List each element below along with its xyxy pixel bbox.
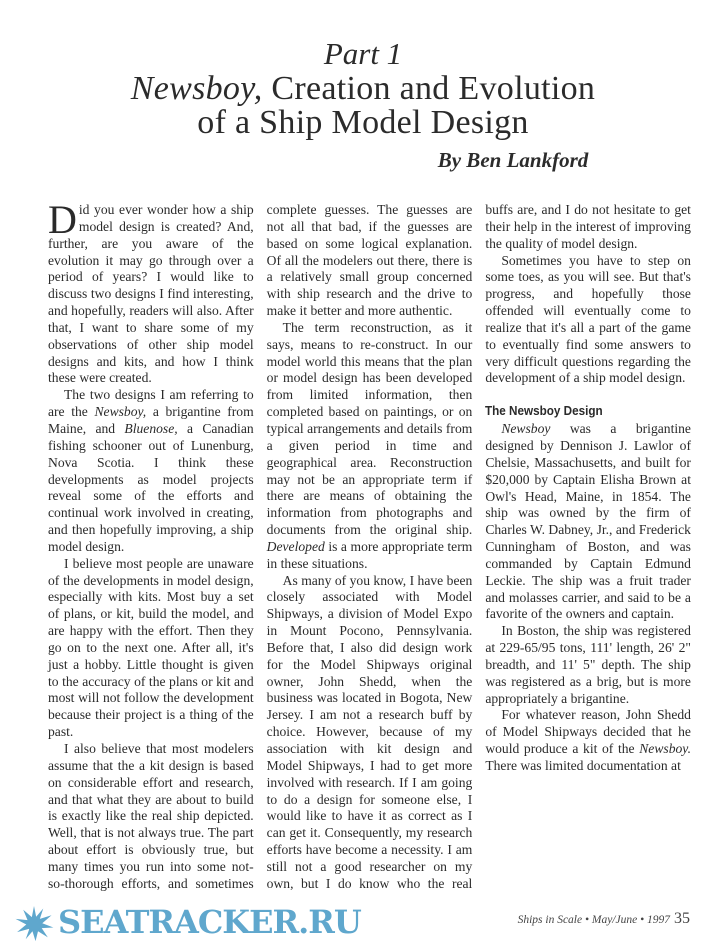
watermark-text: SEATRACKER.RU (58, 903, 361, 941)
text: For whatever reason, John Shedd of Model Shipways decided that he would produce a kit of the (485, 707, 691, 757)
publication-info: Ships in Scale • May/June • 1997 (517, 914, 670, 926)
ship-name: Bluenose, (124, 420, 178, 436)
text: was a brigantine designed by Dennison J. Lawlor of Chelsie, Massachusetts, and built for $20,000 by Captain Elisha Brown at Owl's Head, Maine, in 1854. The ship was owned by the firm of Charles W. Dabney, Jr., and Frederick Cunningham of Boston, and was commanded by Captain Edmund Leckie. The ship was a fruit trader and molasses carrier, and said to be a favorite of the owners and captain. (485, 421, 691, 622)
page-number: 35 (674, 910, 690, 927)
drop-cap: D (48, 197, 77, 242)
paragraph (48, 387, 254, 555)
text: a brigantine from Maine, and (48, 404, 254, 436)
article-title-line-1 (0, 70, 726, 108)
text: a Canadian fishing schooner out of Lunenburg, Nova Scotia. I think these developments as model projects reveal some of the efforts and continual work involved in creating, and then hopefully improving, a ship model design. (48, 420, 254, 554)
paragraph: I believe most people are unaware of the developments in model design, especially with kits. Most buy a set of plans, or kit, build the model, and are happy with the effort. Then they go on to the next one. After all, it's just a hobby. Little thought is given to the accuracy of the plans or kit and most will not follow the development because their project is a thing of the past. (48, 555, 254, 740)
paragraph (485, 707, 691, 774)
article-body (48, 197, 691, 899)
paragraph (267, 320, 473, 573)
article-title-line-2: of a Ship Model Design (197, 104, 529, 141)
paragraph: As many of you know, I have been closely associated with Model Shipways, a division of Model Expo in Mount Pocono, Pennsylvania. Before that, I also did design work for the Model Shipways original owner, John Shedd, when the business was located in Bogota, New Jersey. I am not a research buff by choice. However, because of my association with kit design and Model Shipways, I had to get more involved with research. If I am going to do a design for someone else, I would like to have it as correct as I can get it. Consequently, my research efforts have become a necessity. I am still not a good researcher on my own, but I do know who the real buffs are, and I do not hesitate to get their help in the interest of improving the quality of model design. (266, 202, 691, 891)
byline: By Ben Lankford (437, 148, 589, 172)
paragraph: In Boston, the ship was registered at 229-65/95 tons, 111' length, 26' 2" breadth, and 11' 5" depth. The ship was registered as a brig, but is more appropriately a brigantine. (485, 623, 691, 706)
title-rest: Creation and Evolution (262, 70, 596, 107)
page-footer (518, 910, 690, 928)
paragraph (485, 421, 691, 623)
paragraph (48, 197, 254, 387)
ship-name: Newsboy (501, 421, 551, 437)
paragraph: I also believe that most modelers assume that the a kit design is based on considerable effort and research, and that what they are about to build is exactly like the real ship depicted. Well, that is not always true. The part about effort is obviously true, but many times you run into some not-so-thorough efforts, and sometimes complete guesses. The guesses are not all that bad, if the guesses are based on some logical explanation. Of all the modelers out there, there is a relatively small group concerned with ship research and the drive to make it better and more authentic. (48, 202, 473, 891)
text: is a more appropriate term in these situations. (266, 538, 473, 571)
ship-name: Newsboy. (639, 741, 691, 757)
text: There was limited documentation at (485, 758, 681, 773)
sun-icon (14, 902, 54, 942)
paragraph-text: id you ever wonder how a ship model design is created? And, further, are you aware of the evolution it may go through over a period of years? I would like to discuss two designs I find interesting, and hopefully, readers will also. After that, I want to share some of my observations of other ship model designs and kits, and how I think these were created. (48, 202, 254, 386)
section-heading: The Newsboy Design (485, 403, 603, 419)
ship-name: Newsboy, (94, 404, 147, 420)
title-ship-name: Newsboy, (130, 70, 263, 107)
text: The term reconstruction, as it says, means to re-construct. In our model world this means that the plan or model design has been developed from limited information, then completed based on paintings, or on typical arrangements and details from a given period in time and geographical area. Reconstruction may not be an appropriate term if there are means of obtaining the information from photographs and documents from the original ship. (266, 319, 473, 538)
emphasis: Developed (266, 538, 325, 554)
text: The two designs I am referring to are the (48, 387, 254, 420)
part-label: Part 1 (323, 36, 403, 71)
paragraph: Sometimes you have to step on some toes, as you will see. But that's progress, and hopefully those offended will eventually come to realize that it's all a part of the game to eventually find some answers to very difficult questions regarding the development of a ship model design. (485, 252, 691, 386)
watermark (14, 902, 434, 944)
